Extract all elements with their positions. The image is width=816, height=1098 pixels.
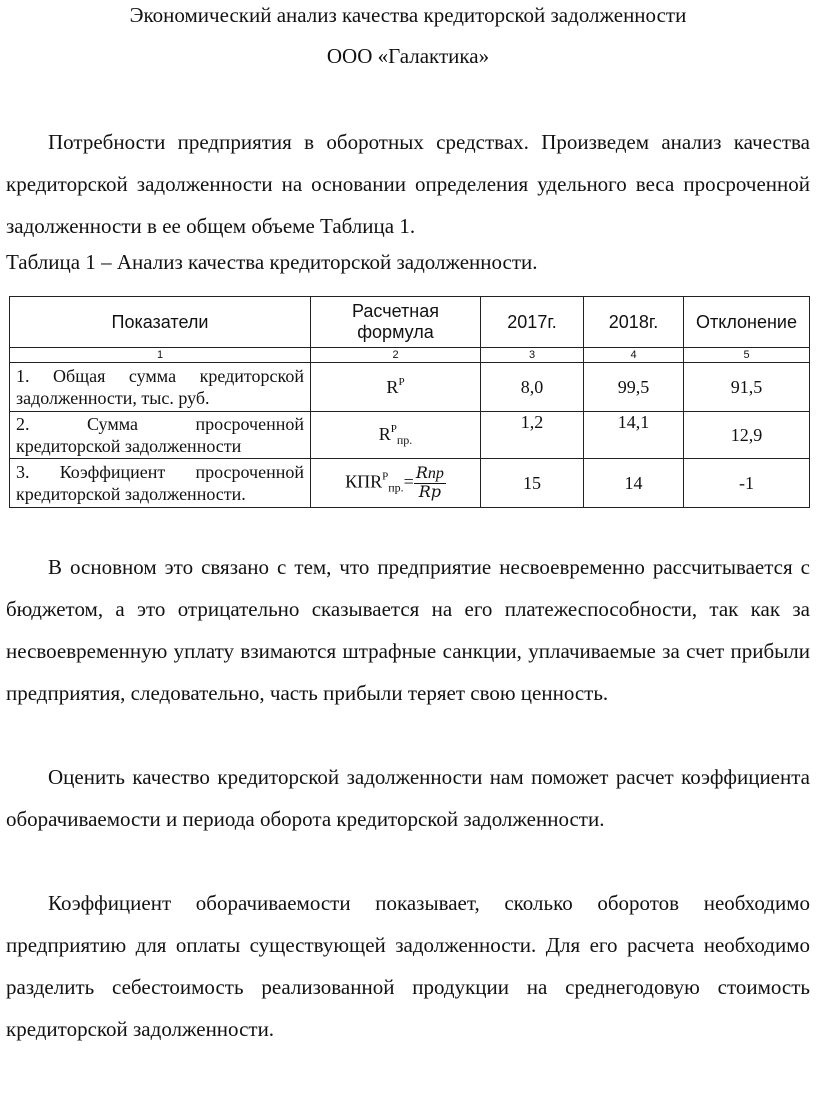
formula-sub: пр. (396, 432, 413, 447)
row-label-line: задолженности, тыс. руб. (16, 388, 210, 408)
column-number: 2 (311, 348, 481, 363)
table-header-row (10, 297, 810, 348)
formula-base: КПR (345, 471, 383, 492)
value-2017: 1,2 (481, 412, 584, 459)
value-deviation: 91,5 (684, 363, 810, 412)
analysis-table (9, 296, 810, 508)
column-number-row (10, 348, 810, 363)
paragraph-intro: Потребности предприятия в оборотных средствах. Произведем анализ качества кредиторской задолженности на основании определения удельного веса просроченной задолженности в ее общем объеме Таблица 1. (6, 130, 810, 238)
formula-base: R (386, 377, 399, 397)
formula-cell (311, 412, 481, 459)
formula-fraction (414, 465, 446, 502)
formula-cell (311, 363, 481, 412)
table-row (10, 412, 810, 459)
formula-cell (311, 459, 481, 508)
document-title: Экономический анализ качества кредиторской задолженности (129, 3, 687, 27)
paragraph-reason: В основном это связано с тем, что предприятие несвоевременно рассчитывается с бюджетом, а это отрицательно сказывается на его платежеспособности, так как за несвоевременную уплату взимаются штрафные санкции, уплачиваемые за счет прибыли предприятия, следовательно, часть прибыли теряет свою ценность. (6, 555, 810, 705)
value-deviation: -1 (684, 459, 810, 508)
row-label (10, 412, 311, 459)
header-2018: 2018г. (584, 297, 684, 348)
fraction-numerator: 𝑅пр (415, 464, 444, 482)
column-number: 5 (684, 348, 810, 363)
row-label-line: кредиторской задолженности (16, 436, 242, 456)
formula-sup: Р (398, 376, 405, 388)
header-indicators: Показатели (10, 297, 311, 348)
row-label-line: кредиторской задолженности. (16, 484, 246, 504)
fraction-denominator: 𝑅𝑝 (418, 483, 441, 501)
company-name: ООО «Галактика» (326, 44, 490, 68)
row-label-line: 3. Коэффициент просроченной (16, 462, 304, 482)
header-2017: 2017г. (481, 297, 584, 348)
value-deviation: 12,9 (684, 412, 810, 459)
formula-sup: Р (390, 422, 397, 435)
value-2018: 14 (584, 459, 684, 508)
table-caption: Таблица 1 – Анализ качества кредиторской задолженности. (6, 250, 538, 274)
header-deviation: Отклонение (684, 297, 810, 348)
paragraph-turnover: Коэффициент оборачиваемости показывает, сколько оборотов необходимо предприятию для оплаты существующей задолженности. Для его расчета необходимо разделить себестоимость реализованной продукции на среднегодовую стоимость кредиторской задолженности. (6, 891, 810, 1041)
header-formula: Расчетная формула (311, 297, 481, 348)
formula-equals: = (403, 471, 414, 492)
formula-sup: Р (382, 470, 389, 483)
row-label-line: 1. Общая сумма кредиторской (16, 366, 304, 386)
formula-sub: пр. (388, 480, 404, 495)
column-number: 3 (481, 348, 584, 363)
table-row (10, 459, 810, 508)
value-2018: 99,5 (584, 363, 684, 412)
formula-base: R (378, 423, 391, 444)
value-2017: 8,0 (481, 363, 584, 412)
column-number: 4 (584, 348, 684, 363)
row-label (10, 459, 311, 508)
paragraph-assessment: Оценить качество кредиторской задолженности нам поможет расчет коэффициента оборачиваемости и периода оборота кредиторской задолженности. (6, 765, 810, 831)
row-label (10, 363, 311, 412)
row-label-line: 2. Сумма просроченной (16, 414, 304, 434)
column-number: 1 (10, 348, 311, 363)
value-2017: 15 (481, 459, 584, 508)
value-2018: 14,1 (584, 412, 684, 459)
table-row (10, 363, 810, 412)
